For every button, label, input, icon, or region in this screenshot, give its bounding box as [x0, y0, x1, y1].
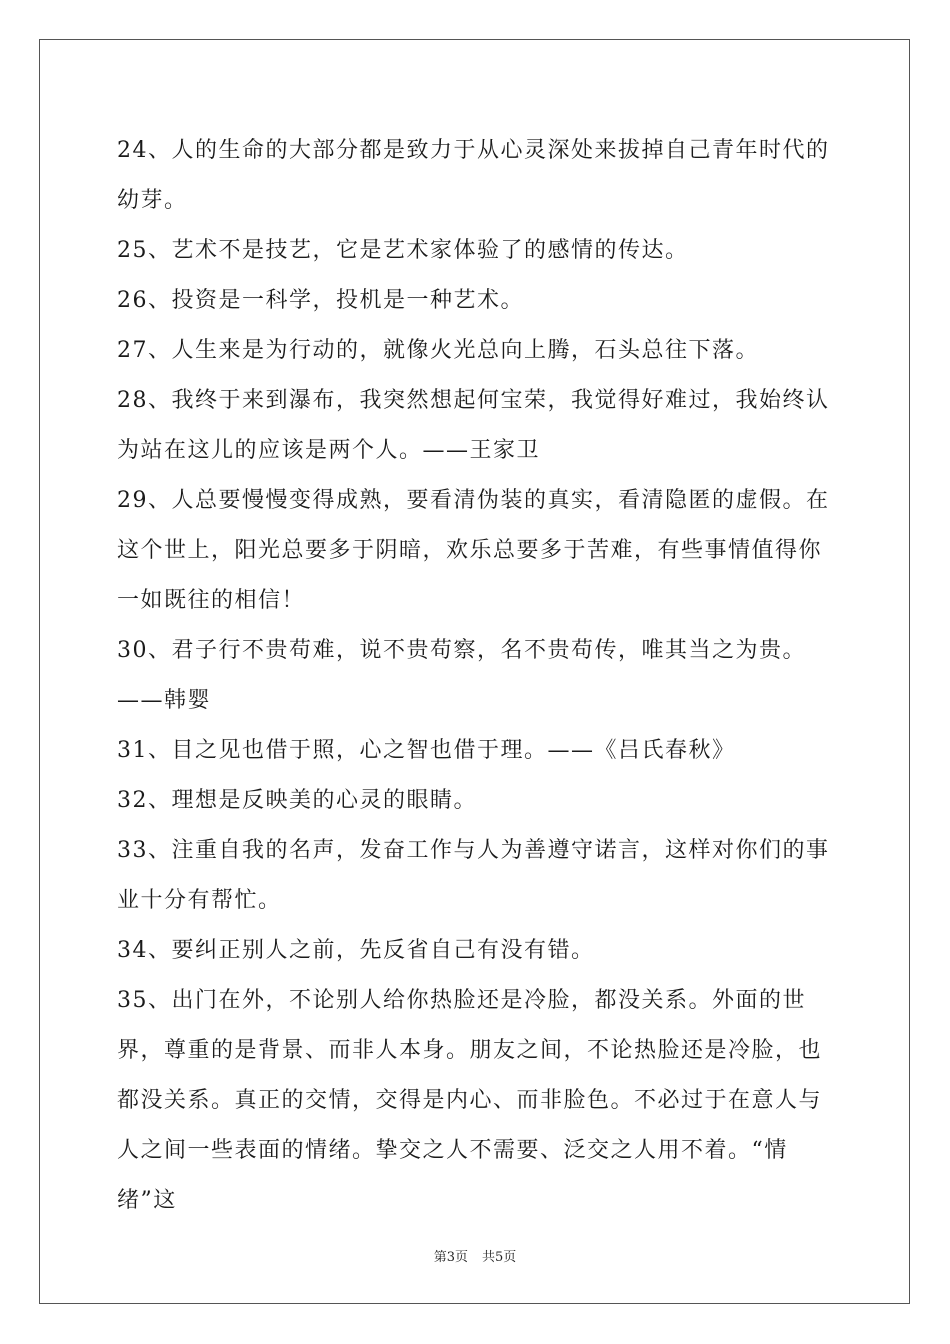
- paragraph-31: 31、目之见也借于照，心之智也借于理。——《吕氏春秋》: [117, 738, 736, 763]
- paragraph-26: 26、投资是一科学，投机是一种艺术。: [117, 288, 524, 313]
- paragraph-29: 29、人总要慢慢变得成熟，要看清伪装的真实，看清隐匿的虚假。在这个世上，阳光总要多于阴暗，欢乐总要多于苦难，有些事情值得你一如既往的相信！: [117, 488, 830, 613]
- paragraph-27: 27、人生来是为行动的，就像火光总向上腾，石头总往下落。: [117, 338, 759, 363]
- paragraph-30: 30、君子行不贵苟难，说不贵苟察，名不贵苟传，唯其当之为贵。——韩婴: [117, 638, 806, 713]
- page-footer: [0, 1246, 950, 1265]
- page-number: 第3页: [433, 1250, 468, 1265]
- page-total: 共5页: [482, 1250, 517, 1265]
- paragraph-24: 24、人的生命的大部分都是致力于从心灵深处来拔掉自己青年时代的幼芽。: [117, 138, 830, 213]
- paragraph-33: 33、注重自我的名声，发奋工作与人为善遵守诺言，这样对你们的事业十分有帮忙。: [117, 838, 830, 913]
- paragraph-34: 34、要纠正别人之前，先反省自己有没有错。: [117, 938, 595, 963]
- paragraph-32: 32、理想是反映美的心灵的眼睛。: [117, 788, 477, 813]
- paragraph-25: 25、艺术不是技艺，它是艺术家体验了的感情的传达。: [117, 238, 689, 263]
- paragraph-35: 35、出门在外，不论别人给你热脸还是冷脸，都没关系。外面的世界，尊重的是背景、而非人本身。朋友之间，不论热脸还是冷脸，也都没关系。真正的交情，交得是内心、而非脸色。不必过于在意人与人之间一些表面的情绪。挚交之人不需要、泛交之人用不着。“情绪”这: [117, 988, 823, 1213]
- document-body: [117, 126, 842, 1226]
- paragraph-28: 28、我终于来到瀑布，我突然想起何宝荣，我觉得好难过，我始终认为站在这儿的应该是两个人。——王家卫: [117, 388, 830, 463]
